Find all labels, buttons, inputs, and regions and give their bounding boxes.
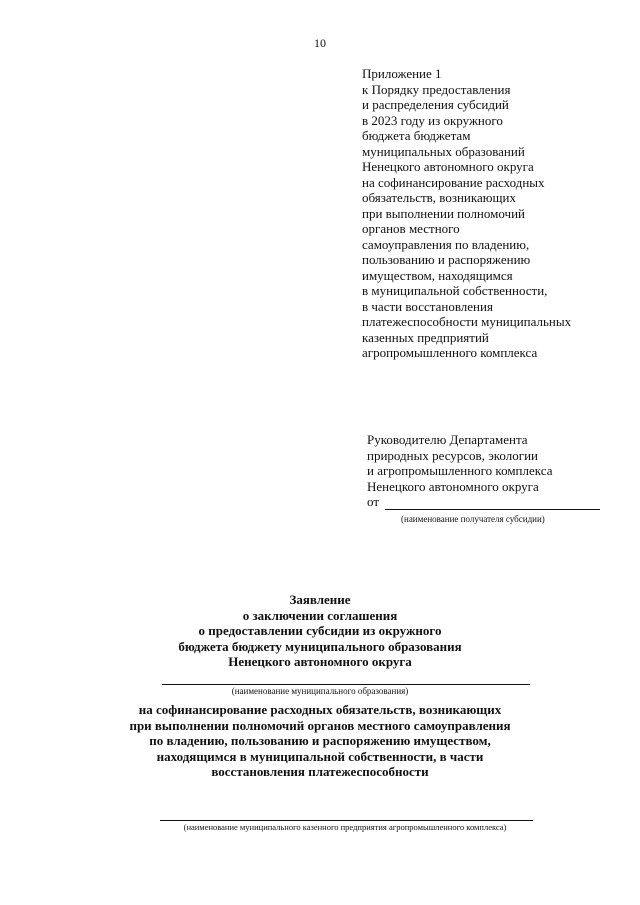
purpose-line: находящимся в муниципальной собственности, в части: [156, 748, 484, 764]
statement-title-line: Заявление: [289, 592, 351, 607]
appendix-line: Ненецкого автономного округа: [362, 159, 534, 174]
appendix-line: органов местного: [362, 221, 460, 236]
statement-title: [0, 592, 640, 670]
appendix-line: самоуправления по владению,: [362, 236, 530, 252]
addressee-line: и агропромышленного комплекса: [367, 463, 553, 478]
enterprise-caption: (наименование муниципального казенного предприятия агропромышленного комплекса): [183, 822, 507, 832]
appendix-line: на софинансирование расходных: [362, 174, 545, 190]
addressee-line: природных ресурсов, экологии: [367, 447, 538, 463]
from-line: [367, 494, 627, 510]
addressee-block: [367, 432, 627, 527]
appendix-line: и распределения субсидий: [362, 97, 509, 112]
statement-title-line: о заключении соглашения: [242, 607, 398, 623]
municipality-blank-line[interactable]: [162, 684, 530, 685]
from-label: от: [367, 494, 380, 509]
appendix-line: при выполнении полномочий: [362, 205, 525, 221]
appendix-line: казенных предприятий: [362, 329, 489, 345]
statement-title-line: бюджета бюджету муниципального образования: [178, 638, 462, 654]
enterprise-blank-line[interactable]: [160, 820, 533, 821]
purpose-line: восстановления платежеспособности: [211, 764, 429, 779]
recipient-name-blank[interactable]: [385, 497, 600, 510]
appendix-line: имуществом, находящимся: [362, 267, 513, 283]
recipient-caption: (наименование получателя субсидии): [401, 513, 545, 524]
appendix-header: [362, 66, 632, 361]
statement-title-line: Ненецкого автономного округа: [228, 654, 412, 669]
appendix-line: в муниципальной собственности,: [362, 283, 548, 298]
appendix-line: пользованию и распоряжению: [362, 252, 531, 267]
addressee-line: Ненецкого автономного округа: [367, 478, 539, 494]
appendix-line: Приложение 1: [362, 66, 442, 81]
purpose-line: на софинансирование расходных обязательств, возникающих: [138, 702, 502, 717]
appendix-line: платежеспособности муниципальных: [362, 314, 572, 329]
statement-purpose: [0, 702, 640, 780]
appendix-line: к Порядку предоставления: [362, 81, 511, 97]
appendix-line: обязательств, возникающих: [362, 190, 516, 205]
appendix-line: в части восстановления: [362, 298, 493, 314]
appendix-line: бюджета бюджетам: [362, 128, 471, 143]
appendix-line: в 2023 году из окружного: [362, 112, 503, 128]
addressee-line: Руководителю Департамента: [367, 432, 528, 447]
appendix-line: агропромышленного комплекса: [362, 345, 538, 360]
page-number: 10: [314, 36, 326, 50]
municipality-caption: (наименование муниципального образования): [231, 686, 409, 696]
purpose-line: по владению, пользованию и распоряжению имуществом,: [149, 733, 491, 748]
appendix-line: муниципальных образований: [362, 143, 525, 159]
statement-title-line: о предоставлении субсидии из окружного: [198, 623, 442, 638]
purpose-line: при выполнении полномочий органов местного самоуправления: [129, 717, 511, 733]
